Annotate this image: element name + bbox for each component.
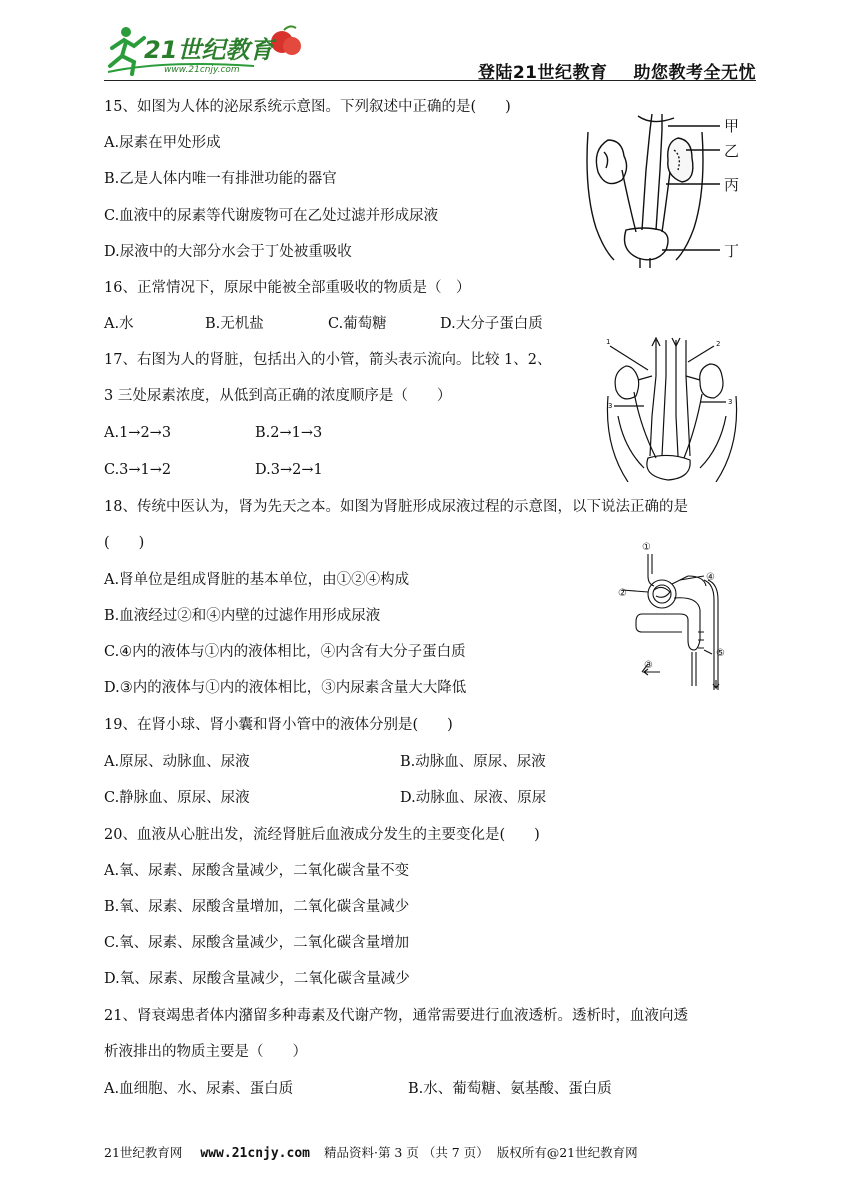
- slogan-right: 助您教考全无忧: [633, 63, 756, 83]
- q19-option-b: B.动脉血、原尿、尿液: [400, 754, 546, 770]
- nephron-label-2: ②: [618, 588, 627, 599]
- q16-option-c: C.葡萄糖: [328, 316, 387, 332]
- q21-stem-line1: 21、肾衰竭患者体内潴留多种毒素及代谢产物，通常需要进行血液透析。透析时，血液向透: [104, 1008, 688, 1024]
- label-ding: 丁: [724, 242, 740, 260]
- q20-option-a: A.氧、尿素、尿酸含量减少，二氧化碳含量不变: [104, 863, 410, 879]
- q17-option-c: C.3→1→2: [104, 462, 172, 478]
- q17-stem-line1: 17、右图为人的肾脏，包括出入的小管，箭头表示流向。比较 1、2、: [104, 352, 552, 368]
- kidney-label-2: 2: [716, 340, 721, 348]
- q20-option-c: C.氧、尿素、尿酸含量减少，二氧化碳含量增加: [104, 935, 410, 951]
- q16-option-b: B.无机盐: [205, 316, 264, 332]
- q17-option-a: A.1→2→3: [104, 425, 172, 441]
- slogan-left: 登陆21世纪教育: [477, 63, 608, 83]
- kidney-label-3-right: 3: [728, 398, 733, 406]
- nephron-label-1: ①: [642, 542, 651, 553]
- q18-option-c: C.④内的液体与①内的液体相比，④内含有大分子蛋白质: [104, 644, 466, 660]
- nephron-figure: [618, 540, 728, 690]
- q15-option-b: B.乙是人体内唯一有排泄功能的器官: [104, 171, 337, 187]
- logo-url: www.21cnjy.com: [164, 65, 240, 75]
- q17-option-d: D.3→2→1: [255, 462, 323, 478]
- footer-left: 21世纪教育网: [104, 1145, 183, 1160]
- q19-option-a: A.原尿、动脉血、尿液: [104, 754, 250, 770]
- q15-stem: 15、如图为人体的泌尿系统示意图。下列叙述中正确的是( ): [104, 99, 511, 115]
- q18-stem-line2: ( ): [104, 535, 145, 551]
- kidney-label-3-left: 3: [608, 402, 613, 410]
- page-header: [104, 22, 756, 82]
- q17-option-b: B.2→1→3: [255, 425, 323, 441]
- q16-option-a: A.水: [104, 316, 134, 332]
- q16-option-d: D.大分子蛋白质: [440, 316, 543, 332]
- q18-option-a: A.肾单位是组成肾脏的基本单位，由①②④构成: [104, 572, 410, 588]
- urinary-system-figure: [582, 110, 752, 268]
- q18-stem-line1: 18、传统中医认为，肾为先天之本。如图为肾脏形成尿液过程的示意图，以下说法正确的是: [104, 499, 688, 515]
- q20-option-d: D.氧、尿素、尿酸含量减少，二氧化碳含量减少: [104, 971, 410, 987]
- q21-option-a: A.血细胞、水、尿素、蛋白质: [104, 1081, 294, 1097]
- logo-text: 21世纪教育: [144, 36, 274, 64]
- q19-stem: 19、在肾小球、肾小囊和肾小管中的液体分别是( ): [104, 717, 453, 733]
- q15-option-c: C.血液中的尿素等代谢废物可在乙处过滤并形成尿液: [104, 208, 439, 224]
- page-footer: [104, 1143, 638, 1161]
- footer-url: www.21cnjy.com: [200, 1146, 310, 1161]
- q18-option-d: D.③内的液体与①内的液体相比，③内尿素含量大大降低: [104, 680, 467, 696]
- q19-option-d: D.动脉血、尿液、原尿: [400, 790, 547, 806]
- q21-option-b: B.水、葡萄糖、氨基酸、蛋白质: [408, 1081, 612, 1097]
- nephron-label-5: ⑤: [716, 648, 725, 659]
- q15-option-d: D.尿液中的大部分水会于丁处被重吸收: [104, 244, 352, 260]
- label-jia: 甲: [724, 117, 740, 135]
- label-yi: 乙: [724, 142, 740, 160]
- kidney-label-1: 1: [606, 338, 611, 346]
- header-divider: [104, 80, 756, 81]
- nephron-label-4: ④: [706, 572, 715, 583]
- q17-stem-line2: 3 三处尿素浓度，从低到高正确的浓度顺序是（ ）: [104, 388, 452, 404]
- q15-option-a: A.尿素在甲处形成: [104, 135, 221, 151]
- site-logo: [104, 22, 314, 80]
- nephron-label-3: ③: [644, 660, 653, 671]
- footer-middle: 精品资料·第 3 页 （共 7 页）: [323, 1145, 489, 1160]
- q18-option-b: B.血液经过②和④内壁的过滤作用形成尿液: [104, 608, 381, 624]
- q19-option-c: C.静脉血、原尿、尿液: [104, 790, 250, 806]
- q16-stem: 16、正常情况下，原尿中能被全部重吸收的物质是（ ）: [104, 280, 471, 296]
- kidney-figure: [604, 336, 740, 482]
- q20-stem: 20、血液从心脏出发，流经肾脏后血液成分发生的主要变化是( ): [104, 827, 540, 843]
- label-bing: 丙: [724, 176, 740, 194]
- q21-stem-line2: 析液排出的物质主要是（ ）: [104, 1044, 307, 1060]
- footer-right: 版权所有@21世纪教育网: [496, 1145, 638, 1160]
- q20-option-b: B.氧、尿素、尿酸含量增加，二氧化碳含量减少: [104, 899, 410, 915]
